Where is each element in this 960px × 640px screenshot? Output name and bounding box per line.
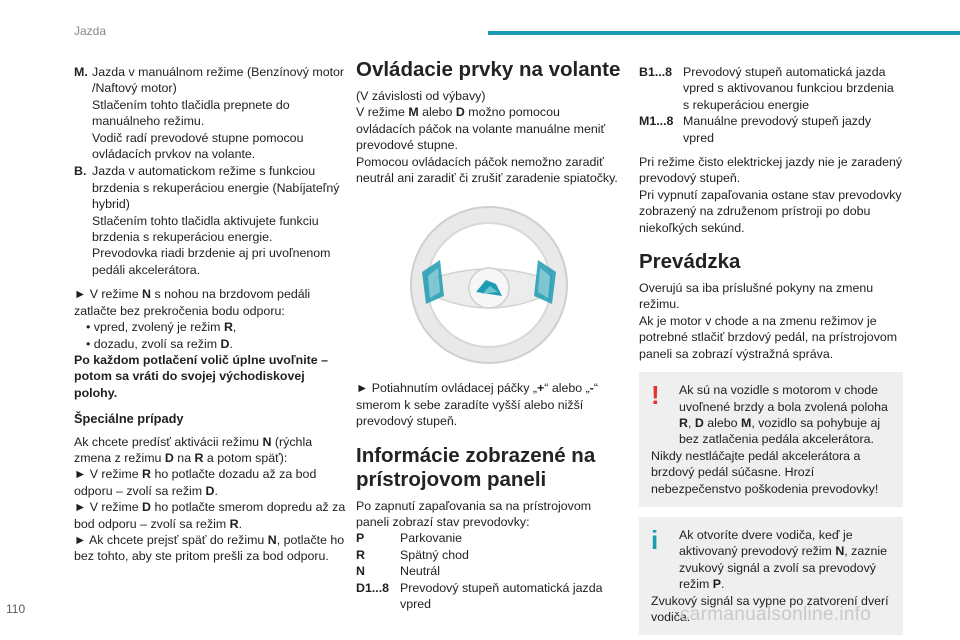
bullet-backward: • dozadu, zvolí sa režim D. [86,336,233,351]
gear-codes-list-continued [639,64,903,146]
column-right [639,64,903,635]
list-item: P Parkovanie [356,531,462,546]
paddle-instruction: ► Potiahnutím ovládacej páčky „+“ alebo „-“ smerom k sebe zaradíte vyšší alebo nižší prevodový stupeň. [356,381,599,429]
watermark: carmanualsonline.info [680,604,872,625]
special-step-n: ► Ak chcete prejsť späť do režimu N, potlačte ho bez tohto, aby ste pritom prešli za bod odporu. [74,532,345,564]
special-intro: Ak chcete predísť aktivácii režimu N (rýchla zmena z režimu D na R a potom späť): [74,434,313,465]
heading-operation: Prevádzka [639,250,741,274]
instruction-paragraph: ► V režime N s nohou na brzdovom pedáli zatlačte bez prekročenia bodu odporu: [74,287,311,318]
def-value [92,64,346,162]
list-item: M1...8 Manuálne prevodový stupeň jazdy vpred [639,114,872,145]
instrument-intro: Po zapnutí zapaľovania sa na prístrojovom paneli zobrazí stav prevodovky: [356,498,592,530]
page-number: 110 [6,602,26,616]
release-note: Po každom potlačení volič úplne uvoľnite – potom sa vráti do svojej východiskovej polohy. [74,352,329,400]
def-line: Jazda v manuálnom režime (Benzínový motor /Naftový motor) [92,65,345,96]
info-text-2: Zvukový signál sa vypne po zatvorení dverí vodiča. [651,593,889,624]
def-line: Stlačením tohto tlačidla aktivujete funkciu brzdenia s rekuperáciou energie. [92,213,319,245]
column-left [74,64,346,565]
warning-icon: ! [651,380,660,411]
steering-wheel-illustration [404,200,574,370]
info-text: Ak otvoríte dvere vodiča, keď je aktivovaný prevodový režim N, zaznie zvukový signál a zvolí sa prevodový režim P. [679,527,887,592]
def-line: Jazda v automatickom režime s funkciou brzdenia s rekuperáciou energie (Nabíjateľný hybrid) [92,164,340,212]
column-middle [356,58,621,613]
heading-steering-controls: Ovládacie prvky na volante [356,58,621,81]
paddles-limit: Pomocou ovládacích páčok nemožno zaradiť neutrál ani zaradiť či zrušiť zaradenie spiatočky. [356,154,618,186]
operation-p1: Overujú sa iba príslušné pokyny na zmenu režimu. [639,281,874,312]
equipment-note: (V závislosti od výbavy) [356,89,486,103]
special-step-d: ► V režime D ho potlačte smerom dopredu až za bod odporu – zvolí sa režim R. [74,500,346,531]
warning-text-2: Nikdy nestláčajte pedál akcelerátora a brzdový pedál súčasne. Hrozí nebezpečenstvo poškodenia prevodovky! [651,448,879,496]
def-line: Vodič radí prevodové stupne pomocou ovládacích prvkov na volante. [92,130,304,162]
paddles-paragraph: V režime M alebo D možno pomocou ovládacích páčok na volante manuálne meniť prevodové stupne. [356,105,606,153]
def-line: Stlačením tohto tlačidla prepnete do manuálneho režimu. [92,97,290,129]
heading-special-cases: Špeciálne prípady [74,411,184,427]
steering-wheel-icon [404,200,574,370]
gear-codes-list [356,530,621,612]
ignition-off-note: Pri vypnutí zapaľovania ostane stav prevodovky zobrazený na združenom prístroji po dobu niekoľkých sekúnd. [639,187,902,235]
list-item: N Neutrál [356,564,440,579]
heading-instrument-info: Informácie zobrazené na prístrojovom paneli [356,443,596,491]
header-accent-bar [488,31,960,35]
info-icon: i [651,524,659,555]
def-key: M. [74,65,88,79]
electric-note: Pri režime čisto elektrickej jazdy nie je zaradený prevodový stupeň. [639,155,903,186]
def-value [92,163,346,278]
def-key: B. [74,164,87,179]
list-item: B1...8 Prevodový stupeň automatická jazda vpred s aktivovanou funkciou brzdenia s rekuperáciou energie [639,65,894,112]
warning-box [639,372,903,507]
list-item: D1...8 Prevodový stupeň automatická jazda vpred [356,580,603,612]
def-line: Prevodovka riadi brzdenie aj pri uvoľnenom pedáli akcelerátora. [92,246,331,277]
special-step-r: ► V režime R ho potlačte dozadu až za bod odporu – zvolí sa režim D. [74,467,317,498]
list-item: R Spätný chod [356,547,469,562]
def-mode-b [74,163,346,278]
warning-text: Ak sú na vozidle s motorom v chode uvoľnené brzdy a bola zvolená poloha R, D alebo M, vozidlo sa pohybuje aj bez zatlačenia pedála akcelerátora. [679,383,888,447]
operation-p2: Ak je motor v chode a na zmenu režimov je potrebné stlačiť brzdový pedál, na prístrojovom paneli sa zobrazí výstražná správa. [639,313,898,361]
bullet-forward: • vpred, zvolený je režim R, [86,320,237,335]
def-mode-m [74,64,346,162]
section-title: Jazda [74,24,107,38]
